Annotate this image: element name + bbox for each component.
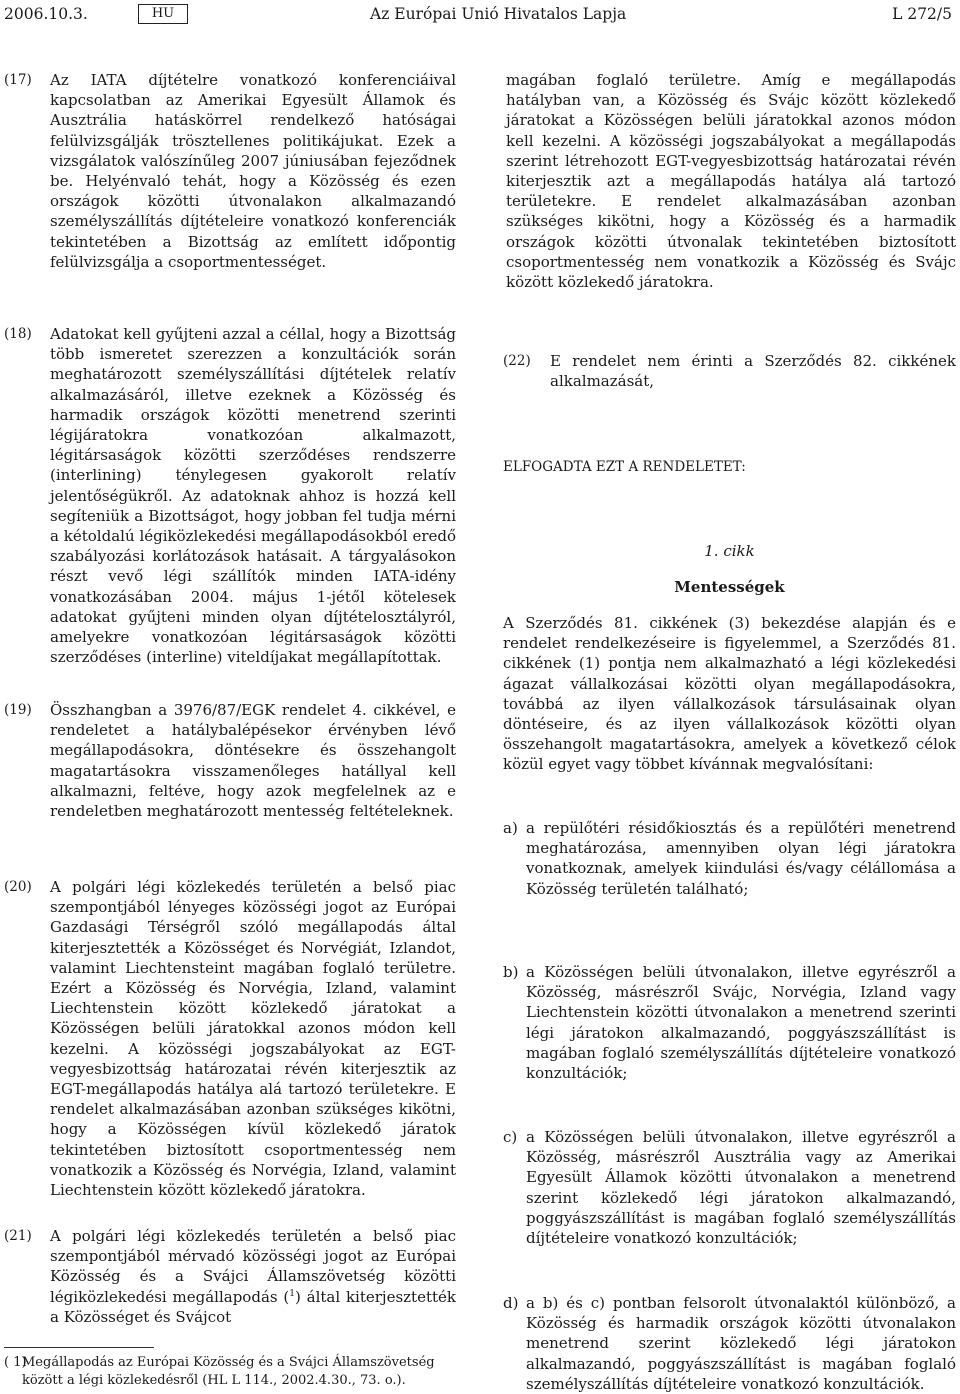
recital-text: A polgári légi közlekedés területén a belső piac szempontjából lényeges közösségi jogot az Európai Gazdasági Térségről szóló megállapodás által kiterjesztették a Közösséget és Norvégiát, Izlandot, valamint Liechtensteint magában foglaló területre. Ezért a Közösség és Norvégia, Izland, valamint Liechtenstein között közlekedő járatokat a Közösségen belüli járatokkal azonos módon kell kezelni. A közösségi jogszabályokat az EGT-vegyesbizottság határozatai révén kiterjesztik az EGT-megállapodás hatálya alá tartozó területekre. E rendelet alkalmazásában azonban szükséges kikötni, hogy a Közösségen kívül közlekedő járatok tekintetében biztosított csoportmentesség nem vonatkozik a Közösség és Norvégia, Izland, valamint Liechtenstein között közlekedő járatokra. <box>50 878 456 1200</box>
footnote <box>4 1354 456 1390</box>
article-title: Mentességek <box>674 578 785 596</box>
recital-number: (21) <box>4 1228 32 1244</box>
article-item-d <box>503 1293 956 1394</box>
footnote-divider <box>4 1347 154 1348</box>
item-label: a) <box>503 819 518 837</box>
recital-number: (18) <box>4 326 32 342</box>
recital-text-start: A polgári légi közlekedés területén a belső piac szempontjából mérvadó közösségi jogot az Európai Közösség és a Svájci Államszövetség közötti légiközlekedési megállapodás ($^1$) által kiterjesztették a Közösséget és Svájcot <box>50 1227 456 1326</box>
recital-number: (17) <box>4 72 32 88</box>
publication-date: 2006.10.3. <box>4 5 88 23</box>
recital-number: (20) <box>4 879 32 895</box>
language-code-box: HU <box>138 4 188 24</box>
recital-number: (19) <box>4 702 32 718</box>
article-intro-text: A Szerződés 81. cikkének (3) bekezdése alapján és e rendelet rendelkezéseire is figyelemmel, a Szerződés 81. cikkének (1) pontja nem alkalmazható a légi közlekedési ágazat vállalkozásai közötti olyan megállapodásokra, továbbá az ilyen vállalkozások társulásainak olyan döntéseire, és az ilyen vállalkozások közötti olyan összehangolt magatartásokra, amelyek a következő célok közül egyet vagy többet kívánnak megvalósítani: <box>503 614 956 774</box>
item-text: a Közösségen belüli útvonalakon, illetve egyrészről a Közösség, másrészről Ausztrália vagy az Amerikai Egyesült Államok közötti útvonalakon a menetrend szerint közlekedő légi járatokon alkalmazandó, poggyászszállítást is magában foglaló személyszállítás díjtételeire vonatkozó konzultációk; <box>526 1128 956 1248</box>
item-label: b) <box>503 963 519 981</box>
article-item-a <box>503 818 956 899</box>
item-label: c) <box>503 1128 518 1146</box>
footnote-text: Megállapodás az Európai Közösség és a Svájci Államszövetség között a légi közlekedésről (HL L 114., 2002.4.30., 73. o.). <box>22 1355 435 1388</box>
recital-text-part: A polgári légi közlekedés területén a belső piac szempontjából mérvadó közösségi jogot az Európai Közösség és a Svájci Államszövetség közötti légiközlekedési megállapodás ( <box>50 1227 456 1306</box>
recital-21-continued <box>506 70 956 292</box>
item-text: a Közösségen belüli útvonalakon, illetve egyrészről a Közösség, másrészről Svájc, Norvégia, Izland vagy Liechtenstein közötti útvonalakon a menetrend szerinti légi járatokon alkalmazandó, poggyászszállítást is magában foglaló személyszállítás díjtételeire vonatkozó konzultációk; <box>526 963 956 1083</box>
enacting-formula: ELFOGADTA EZT A RENDELETET: <box>503 459 746 475</box>
item-text: a repülőtéri résidőkiosztás és a repülőtéri menetrend meghatározása, amennyiben olyan légi járatokra vonatkoznak, amelyek kiindulási és/vagy célállomása a Közösség területén található; <box>526 819 956 898</box>
journal-title: Az Európai Unió Hivatalos Lapja <box>370 5 627 23</box>
page-header <box>4 4 952 30</box>
recital-text: E rendelet nem érinti a Szerződés 82. cikkének alkalmazását, <box>550 352 956 391</box>
recital-text: Adatokat kell gyűjteni azzal a céllal, hogy a Bizottság több ismeretet szerezzen a konzultációk során meghatározott személyszállítási díjtételek relatív alkalmazásáról, illetve ezeknek a Közösség és harmadik országok közötti menetrend szerinti légijáratokra vonatkozóan alkalmazott, légitársaságok közötti szerződéses rendszerre (interlining) ténylegesen gyakorolt relatív jelentőségükről. Az adatoknak ahhoz is hozzá kell segíteniük a Bizottságot, hogy jobban fel tudja mérni a kétoldalú légiközlekedési megállapodásokból eredő szabályozási korlátozások hatásait. A tárgyalásokon részt vevő légi szállítók minden IATA-idény vonatkozásában 2004. május 1-jétől kötelesek adatokat gyűjteni minden olyan díjtételosztályról, amelyekre vonatkozóan légitársaságok közötti szerződéses (interline) viteldíjakat megállapítottak. <box>50 325 456 667</box>
recital-text: Összhangban a 3976/87/EGK rendelet 4. cikkével, e rendeletet a hatálybalépésekor érvényben lévő megállapodásokra, döntésekre és összehangolt magatartásokra visszamenőleges hatállyal kell alkalmazni, feltéve, hogy azok megfelelnek az e rendeletben meghatározott mentesség feltételeknek. <box>50 701 456 821</box>
recital-number: (22) <box>503 353 531 369</box>
recital-continuation-text: magában foglaló területre. Amíg e megállapodás hatályban van, a Közösség és Svájc között közlekedő járatokat a Közösségen belüli járatokkal azonos módon kell kezelni. A közösségi jogszabályokat a megállapodás szerint létrehozott EGT-vegyesbizottság határozatai révén kiterjesztik azt a megállapodás hatálya alá tartozó területekre. E rendelet alkalmazásában azonban szükséges kikötni, hogy a Közösség és a harmadik országok közötti útvonalak tekintetében biztosított csoportmentesség nem vonatkozik a Közösség és Svájc között közlekedő járatokra. <box>506 71 956 292</box>
footnote-ref[interactable]: 1 <box>289 1288 295 1299</box>
article-label: 1. cikk <box>704 542 755 560</box>
article-intro <box>503 613 956 775</box>
article-item-c <box>503 1127 956 1248</box>
article-item-b <box>503 962 956 1083</box>
item-text: a b) és c) pontban felsorolt útvonalaktól különböző, a Közösség és harmadik országok közötti útvonalakon menetrend szerint közlekedő légi járatokon alkalmazandó, poggyászszállítást is magában foglaló személyszállítás díjtételeire vonatkozó konzultációk. <box>526 1294 956 1393</box>
footnote-number: ( 1) <box>4 1355 27 1370</box>
recital-text: Az IATA díjtételre vonatkozó konferenciáival kapcsolatban az Amerikai Egyesült Államok és Ausztrália hatáskörrel rendelkező hatóságai felülvizsgálják trösztellenes politikájukat. Ezek a vizsgálatok valószínűleg 2007 júniusában fejeződnek be. Helyénvaló tehát, hogy a Közösség és ezen országok közötti útvonalakon alkalmazandó személyszállítás díjtételeire vonatkozó konferenciák tekintetében a Bizottság az említett időpontig felülvizsgálja a csoportmentességet. <box>50 71 456 271</box>
page-reference: L 272/5 <box>892 5 952 23</box>
item-label: d) <box>503 1294 519 1312</box>
